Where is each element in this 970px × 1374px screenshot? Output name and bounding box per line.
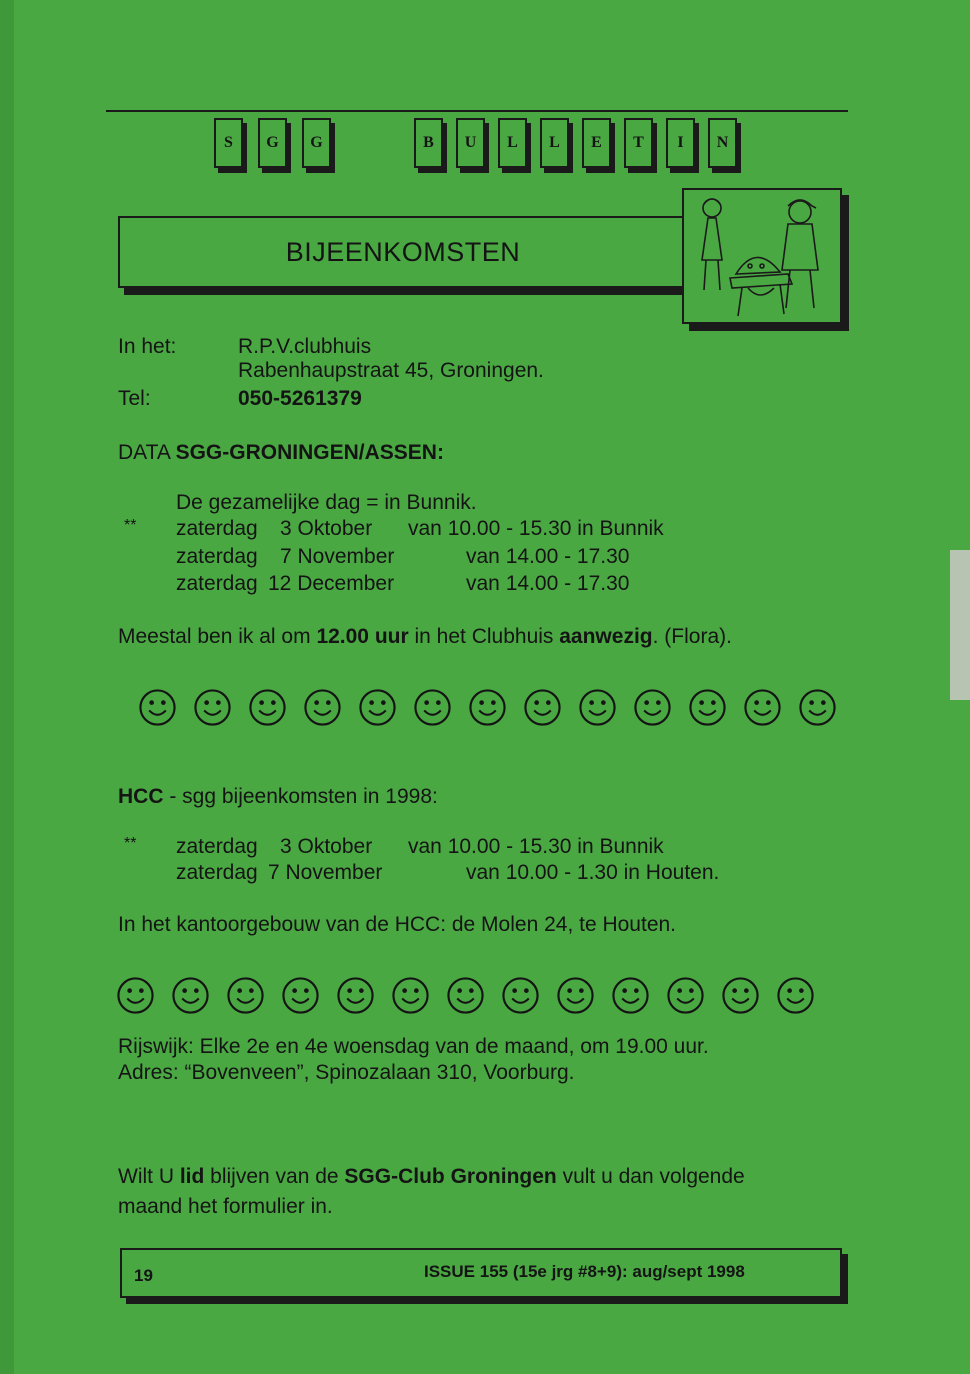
- smiley-icon: [468, 688, 507, 727]
- groningen-row-day: zaterdag: [176, 517, 258, 540]
- note-time: 12.00 uur: [316, 625, 409, 648]
- smiley-icon: [281, 976, 320, 1015]
- rijswijk-line: Rijswijk: Elke 2e en 4e woensdag van de maand, om 19.00 uur.: [118, 1035, 709, 1058]
- membership-part: Wilt U: [118, 1165, 180, 1188]
- page-number: 19: [134, 1266, 153, 1285]
- header-letter: T: [624, 118, 653, 168]
- note-text: in het Clubhuis: [408, 625, 560, 648]
- header-letter: G: [258, 118, 287, 168]
- smiley-icon: [688, 688, 727, 727]
- membership-part: vult u dan volgende: [556, 1165, 745, 1188]
- hcc-row-date: 7 November: [268, 861, 383, 884]
- section-banner: [118, 216, 688, 288]
- groningen-row-day: zaterdag: [176, 572, 258, 595]
- note-text: Meestal ben ik al om: [118, 625, 317, 648]
- membership-club: SGG-Club Groningen: [344, 1165, 557, 1188]
- groningen-marker: **: [124, 517, 137, 534]
- hcc-row-day: zaterdag: [176, 835, 258, 858]
- banner-title: BIJEENKOMSTEN: [285, 236, 521, 267]
- groningen-heading-prefix: DATA: [118, 441, 176, 464]
- groningen-row-time: van 10.00 - 15.30 in Bunnik: [408, 517, 664, 540]
- paper-tear: [950, 550, 970, 700]
- header-letter: N: [708, 118, 737, 168]
- groningen-row-time: van 14.00 - 17.30: [466, 572, 630, 595]
- smiley-icon: [743, 688, 782, 727]
- smiley-icon: [391, 976, 430, 1015]
- groningen-heading: [118, 442, 444, 463]
- smiley-icon: [776, 976, 815, 1015]
- smiley-icon: [798, 688, 837, 727]
- smiley-icon: [501, 976, 540, 1015]
- groningen-heading-bold: SGG-GRONINGEN/ASSEN:: [175, 441, 444, 464]
- smiley-icon: [578, 688, 617, 727]
- footer-box: [120, 1248, 842, 1298]
- hcc-row-time: van 10.00 - 15.30 in Bunnik: [408, 835, 664, 858]
- header-letter: B: [414, 118, 443, 168]
- membership-part: blijven van de: [204, 1165, 345, 1188]
- smiley-icon: [116, 976, 155, 1015]
- smiley-icon: [721, 976, 760, 1015]
- note-present: aanwezig: [559, 625, 653, 648]
- venue-place: R.P.V.clubhuis: [238, 335, 372, 358]
- cartoon-illustration: [682, 188, 842, 324]
- smiley-icon: [633, 688, 672, 727]
- smiley-icon: [556, 976, 595, 1015]
- hcc-heading-bold: HCC: [118, 785, 164, 808]
- groningen-row-date: 12 December: [268, 572, 395, 595]
- header-letter: G: [302, 118, 331, 168]
- cartoon-icon: [684, 190, 840, 322]
- hcc-row-date: 3 Oktober: [280, 835, 373, 858]
- header-letter: U: [456, 118, 485, 168]
- smiley-icon: [336, 976, 375, 1015]
- smiley-icon: [413, 688, 452, 727]
- hcc-heading: [118, 786, 438, 807]
- groningen-row-date: 7 November: [280, 545, 395, 568]
- smiley-icon: [248, 688, 287, 727]
- groningen-row-day: zaterdag: [176, 545, 258, 568]
- membership-text: [118, 1166, 745, 1187]
- smiley-icon: [666, 976, 705, 1015]
- smiley-row: [138, 688, 853, 727]
- hcc-row-time: van 10.00 - 1.30 in Houten.: [466, 861, 720, 884]
- rijswijk-address: Adres: “Bovenveen”, Spinozalaan 310, Voorburg.: [118, 1061, 575, 1084]
- hcc-heading-rest: - sgg bijeenkomsten in 1998:: [163, 785, 438, 808]
- smiley-icon: [303, 688, 342, 727]
- smiley-icon: [523, 688, 562, 727]
- venue-in-label: In het:: [118, 335, 177, 358]
- paper-edge: [0, 0, 14, 1374]
- header-rule: [106, 110, 848, 112]
- header-letter: E: [582, 118, 611, 168]
- smiley-row: [116, 976, 831, 1015]
- header-letter: L: [540, 118, 569, 168]
- hcc-location: In het kantoorgebouw van de HCC: de Molen 24, te Houten.: [118, 913, 677, 936]
- membership-line2: maand het formulier in.: [118, 1195, 333, 1218]
- smiley-icon: [138, 688, 177, 727]
- note-text: . (Flora).: [652, 625, 732, 648]
- venue-tel-label: Tel:: [118, 387, 151, 410]
- membership-lid: lid: [179, 1165, 205, 1188]
- issue-label: ISSUE 155 (15e jrg #8+9): aug/sept 1998: [424, 1262, 745, 1281]
- groningen-row-time: van 14.00 - 17.30: [466, 545, 630, 568]
- venue-address: Rabenhaupstraat 45, Groningen.: [238, 359, 544, 382]
- header-letter: I: [666, 118, 695, 168]
- groningen-note: [118, 626, 732, 647]
- smiley-icon: [171, 976, 210, 1015]
- header-letter: S: [214, 118, 243, 168]
- smiley-icon: [611, 976, 650, 1015]
- header-letter: L: [498, 118, 527, 168]
- smiley-icon: [193, 688, 232, 727]
- groningen-intro: De gezamelijke dag = in Bunnik.: [176, 491, 477, 514]
- smiley-icon: [446, 976, 485, 1015]
- groningen-row-date: 3 Oktober: [280, 517, 373, 540]
- smiley-icon: [358, 688, 397, 727]
- smiley-icon: [226, 976, 265, 1015]
- hcc-row-day: zaterdag: [176, 861, 258, 884]
- hcc-marker: **: [124, 835, 137, 852]
- venue-phone: 050-5261379: [238, 387, 362, 410]
